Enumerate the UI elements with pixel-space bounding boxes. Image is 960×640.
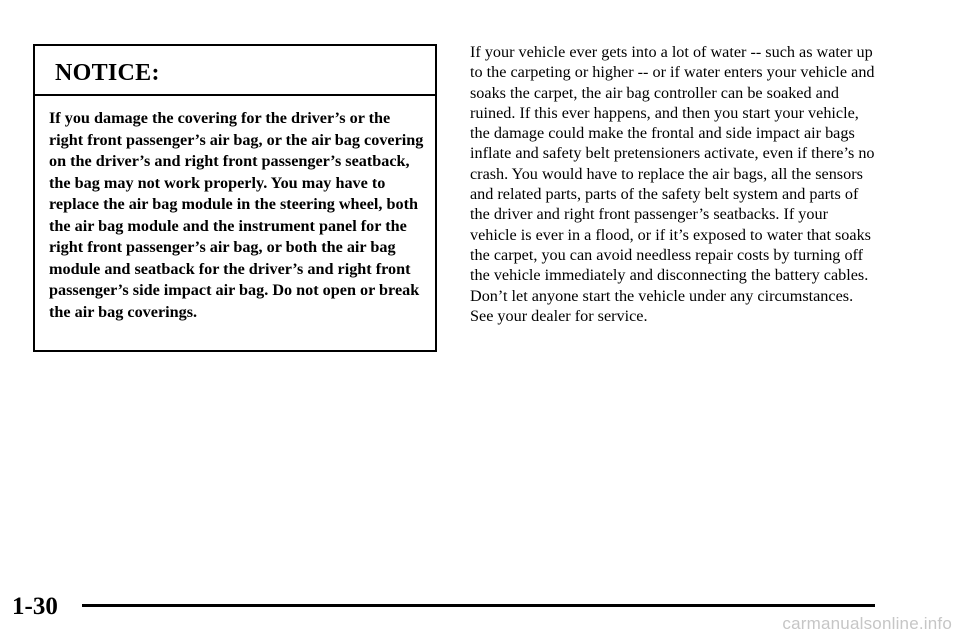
page-number: 1-30	[12, 593, 58, 620]
notice-header	[35, 46, 435, 96]
notice-title: NOTICE:	[55, 60, 160, 86]
watermark-text: carmanualsonline.info	[782, 614, 952, 633]
notice-box	[33, 44, 437, 352]
footer-divider	[82, 604, 875, 607]
notice-body-text: If you damage the covering for the driver’s or the right front passenger’s air bag, or the air bag covering on the driver’s and right front passenger’s seatback, the bag may not work properly. You may have to replace the air bag module in the steering wheel, both the air bag module and the instrument panel for the right front passenger’s air bag, or both the air bag module and seatback for the driver’s and right front passenger’s side impact air bag. Do not open or break the air bag coverings.	[49, 109, 424, 321]
main-paragraph: If your vehicle ever gets into a lot of water -- such as water up to the carpeting or higher -- or if water enters your vehicle and soaks the carpet, the air bag controller can be soaked and ruined. If this ever happens, and then you start your vehicle, the damage could make the frontal and side impact air bags inflate and safety belt pretensioners activate, even if there’s no crash. You would have to replace the air bags, all the sensors and related parts, parts of the safety belt system and parts of the driver and right front passenger’s seatbacks. If your vehicle is ever in a flood, or if it’s exposed to water that soaks the carpet, you can avoid needless repair costs by turning off the vehicle immediately and disconnecting the battery cables. Don’t let anyone start the vehicle under any circumstances. See your dealer for service.	[470, 43, 875, 325]
